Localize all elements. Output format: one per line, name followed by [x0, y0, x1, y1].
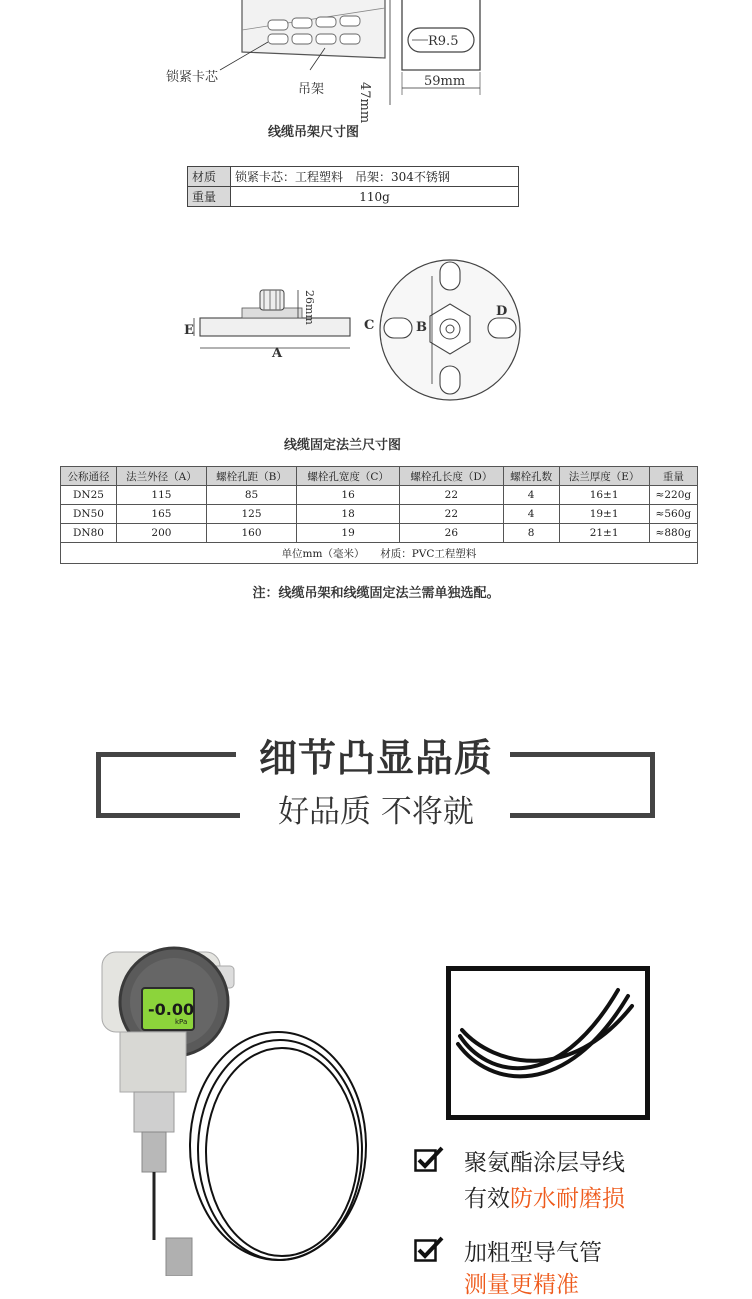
table-cell: 110g [231, 187, 519, 207]
table-cell: 160 [206, 524, 296, 543]
dim-radius: R9.5 [428, 34, 459, 49]
table-cell: ≈560g [649, 505, 697, 524]
table-cell: 200 [116, 524, 206, 543]
selection-note: 注：线缆吊架和线缆固定法兰需单独选配。 [252, 586, 500, 601]
flange-top-drawing [370, 256, 530, 406]
table-header-row [61, 467, 698, 486]
check-icon [414, 1236, 444, 1262]
dim-height: 47mm [357, 82, 372, 124]
table-cell: 重量 [188, 187, 231, 207]
feature-2-highlight: 测量更精准 [464, 1272, 579, 1298]
display-unit: kPa [175, 1018, 188, 1026]
table-cell: 锁紧卡芯：工程塑料 吊架：304不锈钢 [231, 167, 519, 187]
table-row [61, 486, 698, 505]
table-cell: 22 [400, 505, 503, 524]
table-cell: DN80 [61, 524, 117, 543]
table-cell: 8 [503, 524, 559, 543]
table-row [188, 167, 519, 187]
feature-1-detail [464, 1180, 625, 1213]
table-row [61, 524, 698, 543]
feature-1-highlight: 防水耐磨损 [510, 1186, 625, 1212]
table-cell: ≈220g [649, 486, 697, 505]
material-table [187, 166, 519, 207]
feature-1-title: 聚氨酯涂层导线 [464, 1150, 625, 1176]
hanger-drawing [150, 0, 530, 120]
label-a: A [272, 346, 283, 361]
table-header: 法兰外径（A） [116, 467, 206, 486]
table-header: 螺栓孔长度（D） [400, 467, 503, 486]
table-header: 螺栓孔宽度（C） [297, 467, 400, 486]
flange-caption: 线缆固定法兰尺寸图 [284, 438, 402, 453]
table-cell: 85 [206, 486, 296, 505]
table-cell: 21±1 [559, 524, 649, 543]
table-header: 法兰厚度（E） [559, 467, 649, 486]
table-footer-row [61, 543, 698, 564]
cable-detail-image [446, 966, 650, 1120]
table-cell: DN25 [61, 486, 117, 505]
table-cell: 4 [503, 486, 559, 505]
table-footer: 单位mm（毫米） 材质：PVC工程塑料 [61, 543, 698, 564]
table-cell: 115 [116, 486, 206, 505]
table-cell: 19 [297, 524, 400, 543]
label-lock-core: 锁紧卡芯 [166, 70, 219, 85]
table-cell: 4 [503, 505, 559, 524]
label-b: B [416, 320, 427, 335]
label-e: E [184, 323, 194, 338]
flange-side-drawing [180, 280, 360, 360]
table-header: 公称通径 [61, 467, 117, 486]
table-cell: 16±1 [559, 486, 649, 505]
display-value: -0.00 [148, 1000, 195, 1019]
table-row [61, 505, 698, 524]
check-icon [414, 1146, 444, 1172]
table-header: 重量 [649, 467, 697, 486]
table-header: 螺栓孔距（B） [206, 467, 296, 486]
table-cell: 19±1 [559, 505, 649, 524]
table-header: 螺栓孔数 [503, 467, 559, 486]
table-cell: 16 [297, 486, 400, 505]
feature-2-title: 加粗型导气管 [464, 1240, 602, 1266]
transmitter-illustration [90, 940, 380, 1276]
table-cell: 22 [400, 486, 503, 505]
flange-spec-table [60, 466, 698, 564]
banner-title: 细节凸显品质 [258, 736, 493, 780]
table-cell: 26 [400, 524, 503, 543]
hanger-caption: 线缆吊架尺寸图 [268, 125, 360, 140]
table-cell: DN50 [61, 505, 117, 524]
label-hanger: 吊架 [298, 82, 325, 97]
table-cell: 18 [297, 505, 400, 524]
label-d: D [496, 304, 508, 319]
dim-width: 59mm [424, 74, 466, 89]
dim-flange-height: 26mm [303, 290, 316, 325]
table-cell: 165 [116, 505, 206, 524]
label-c: C [364, 318, 375, 333]
feature-1-prefix: 有效 [464, 1186, 510, 1212]
banner-subtitle: 好品质 不将就 [278, 794, 474, 830]
table-row [188, 187, 519, 207]
table-cell: ≈880g [649, 524, 697, 543]
table-cell: 材质 [188, 167, 231, 187]
table-cell: 125 [206, 505, 296, 524]
